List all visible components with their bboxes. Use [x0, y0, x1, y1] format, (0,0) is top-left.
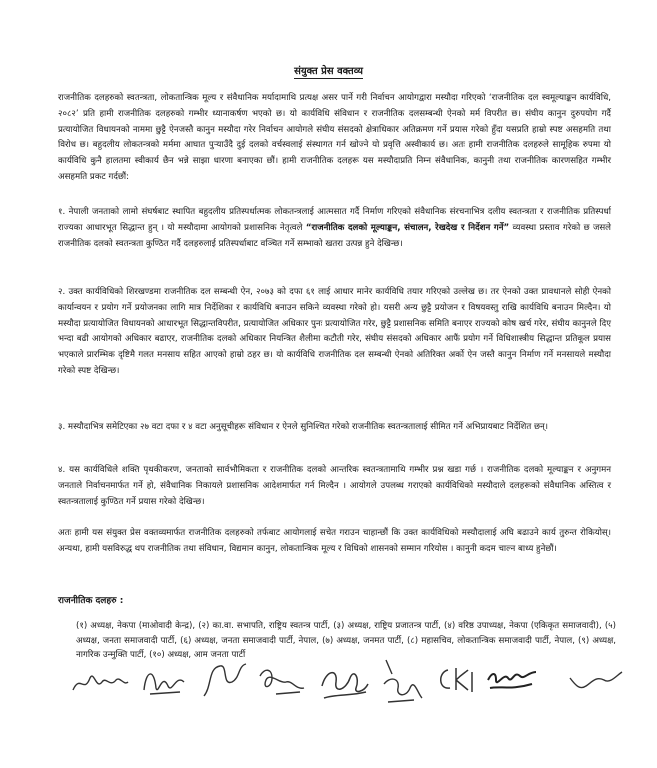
document-title: संयुक्त प्रेस वक्तव्य: [294, 66, 363, 77]
signatures-row: [70, 652, 630, 712]
point-2-paragraph: २. उक्त कार्यविधिको शिरखण्डमा राजनीतिक दल सम्बन्धी ऐन, २०७३ को दफा ६१ लाई आधार मानेर कार्यविधि तयार गरिएको उल्लेख छ। तर ऐनको उक्त प्रावधानले सोही ऐनको कार्यान्वयन र प्रयोग गर्ने प्रयोजनका लागि मात्र निर्देशिका र कार्यविधि बनाउन सकिने व्यवस्था गरेको हो। यसरी अन्य छुट्टै प्रयोजन र विषयवस्तु राखि कार्यविधि बनाउन मिल्दैन। यो मस्यौदा प्रत्यायोजित विधायनको आधारभूत सिद्धान्तविपरीत, प्रत्यायोजित अधिकार पुनः प्रत्यायोजित गरेर, छुट्टै प्रशासनिक समिति बनाएर राज्यको कोष खर्च गरेर, संघीय कानुनले दिए भन्दा बढी आयोगको अधिकार बढाएर, राजनीतिक दलको अधिकार नियन्त्रित शैलीमा कटौती गरेर, संघीय संसदको अधिकार आफैं प्रयोग गर्ने विधिशास्त्रीय सिद्धान्त प्रतिकूल प्रयास भएकाले प्रारम्भिक दृष्टिमै गलत मनसाय सहित आएको हाम्रो ठहर छ। यो कार्यविधि राजनीतिक दल सम्बन्धी ऐनको अतिरिक्त अर्को ऐन जस्तै कानुन निर्माण गर्ने मनसायले मस्यौदा गरेको स्पष्ट देखिन्छ।: [58, 287, 611, 376]
point-1-text-start: १. नेपाली जनताको लामो संघर्षबाट स्थापित बहुदलीय प्रतिस्पर्धात्मक लोकतन्त्रलाई आत्मसात गर्दै निर्माण गरिएको संवैधानिक संरचनाभित्र दलीय स्वतन्त्रता र राजनीतिक प्रतिस्पर्धा राज्यका आधारभूत सिद्धान्त हुन् । यो मस्यौदामा आयोगको प्रशासनिक नेतृत्वले: [58, 207, 611, 233]
signature-9: [566, 662, 626, 698]
signature-4: [256, 660, 308, 700]
signature-8: [484, 658, 540, 700]
signature-5: [316, 658, 372, 704]
point-1-text-end: व्यवस्था प्रस्ताव गरेको छ जसले राजनीतिक दलको स्वतन्त्रता कुण्ठित गर्दै दलहरुलाई प्रतिस्पर्धाबाट वञ्चित गर्ने सम्भाको खतरा उत्पन्न हुने देखिन्छ।: [58, 222, 611, 249]
signature-1: [70, 664, 130, 698]
point-4-paragraph: ४. यस कार्यविधिले शक्ति पृथकीकरण, जनताको सार्वभौमिकता र राजनीतिक दलको आन्तरिक स्वतन्त्रतामाथि गम्भीर प्रश्न खडा गर्छ । राजनीतिक दलको मूल्याङ्कन र अनुगमन जनताले निर्वाचनमार्फत गर्ने हो, संवैधानिक निकायले प्रशासनिक आदेशमार्फत गर्न मिल्दैन । आयोगले उपलब्ध गराएको कार्यविधिको मस्यौदाले दलहरूको संवैधानिक अस्तित्व र स्वतन्त्रतालाई कुण्ठित गर्ने प्रयास गरेको देखिन्छ।: [58, 465, 611, 507]
signature-3: [198, 656, 250, 704]
signature-7: [434, 660, 478, 700]
conclusion-paragraph: अतः हामी यस संयुक्त प्रेस वक्तव्यमार्फत राजनीतिक दलहरुको तर्फबाट आयोगलाई सचेत गराउन चाहान्छौं कि उक्त कार्यविधिको मस्यौदालाई अघि बढाउने कार्य तुरुन्त रोकियोस्। अन्यथा, हामी यसविरुद्ध थप राजनीतिक तथा संविधान, विद्यमान कानुन, लोकतान्त्रिक मूल्य र विधिको शासनको सम्मान गरियोस । कानुनी कदम चाल्न बाध्य हुनेछौं।: [58, 528, 611, 554]
parties-heading: राजनीतिक दलहरु :: [58, 596, 124, 606]
point-3-paragraph: ३. मस्यौदाभित्र समेटिएका २७ वटा दफा र ४ वटा अनुसूचीहरू संविधान र ऐनले सुनिश्चित गरेको राजनीतिक स्वतन्त्रतालाई सीमित गर्ने अभिप्रायबाट निर्देशित छन्।: [58, 422, 549, 432]
intro-paragraph: राजनीतिक दलहरुको स्वतन्त्रता, लोकतान्त्रिक मूल्य र संवैधानिक मर्यादामाथि प्रत्यक्ष असर पार्ने गरी निर्वाचन आयोगद्वारा मस्यौदा गरिएको ‘राजनीतिक दल स्वमूल्याङ्कन कार्यविधि, २०८२’ प्रति हामी राजनीतिक दलहरुको गम्भीर ध्यानाकर्षण भएको छ। यो कार्यविधि संविधान र राजनीतिक दलसम्बन्धी ऐनको मर्म विपरीत छ। संघीय कानुन दुरुपयोग गर्दै प्रत्यायोजित विधायनको नाममा छुट्टै ऐनजस्तै कानुन मस्यौदा गरेर निर्वाचन आयोगले संघीय संसदको क्षेत्राधिकार अतिक्रमण गर्ने प्रयास गरेको हुँदा यसप्रति हाम्रो स्पष्ट असहमति तथा विरोध छ। बहुदलीय लोकतन्त्रको मर्ममा आघात पुऱ्याउँदै दुई दलको वर्चस्वलाई संस्थागत गर्न खोज्ने यो प्रवृत्ति अस्वीकार्य छ। अतः हामी राजनीतिक दलहरुले सामूहिक रुपमा यो कार्यविधि कुनै हालतमा स्वीकार्य छैन भन्ने साझा धारणा बनाएका छौं। हामी राजनीतिक दलहरू यस मस्यौदाप्रति निम्न संवैधानिक, कानुनी तथा राजनीतिक कारणसहित गम्भीर असहमति प्रकट गर्दछौं:: [58, 93, 611, 182]
point-1-bold-quote: “राजनीतिक दलको मूल्याङ्कन, संचालन, रेखदेख र निर्देशन गर्ने”: [305, 222, 510, 233]
point-1-paragraph: [58, 205, 611, 252]
signature-6: [378, 654, 426, 706]
parties-list: (१) अध्यक्ष, नेकपा (माओवादी केन्द्र), (२) का.वा. सभापति, राष्ट्रिय स्वतन्त्र पार्टी, (३) अध्यक्ष, राष्ट्रिय प्रजातन्त्र पार्टी, (४) वरिष्ठ उपाध्यक्ष, नेकपा (एकिकृत समाजवादी), (५) अध्यक्ष, जनता समाजवादी पार्टी, (६) अध्यक्ष, जनता समाजवादी पार्टी, नेपाल, (७) अध्यक्ष, जनमत पार्टी, (८) महासचिव, लोकतान्त्रिक समाजवादी पार्टी, नेपाल, (९) अध्यक्ष, नागरिक उन्मुक्ति पार्टी, (१०) अध्यक्ष, आम जनता पार्टी: [76, 621, 616, 661]
signature-2: [140, 660, 190, 700]
